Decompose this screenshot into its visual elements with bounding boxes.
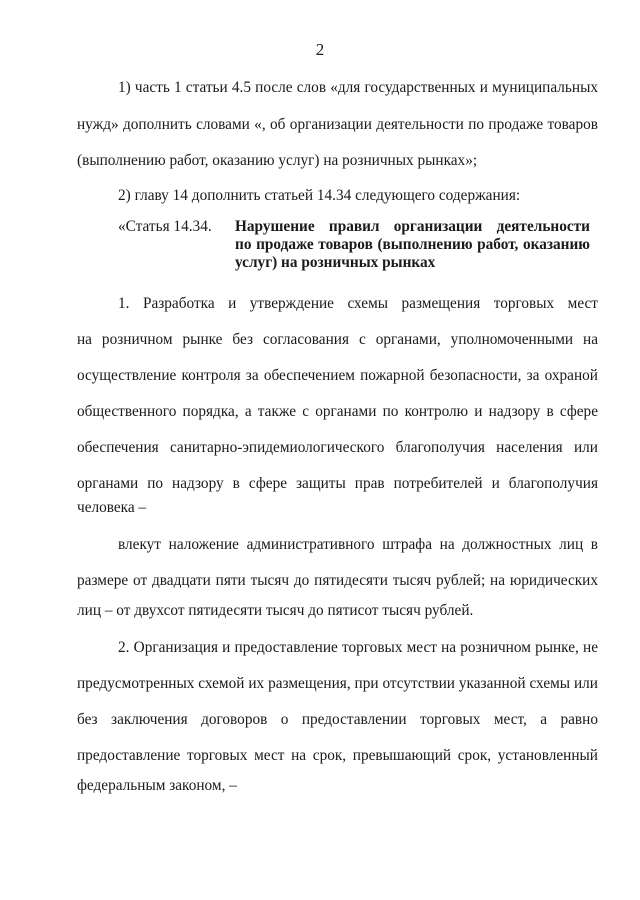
part1-line2: на розничном рынке без согласования с органами, уполномоченными на — [77, 331, 598, 348]
part1-line1: 1. Разработка и утверждение схемы размещения торговых мест — [118, 295, 598, 312]
article-title-line3: услуг) на розничных рынках — [235, 254, 436, 271]
part1-line6: органами по надзору в сфере защиты прав потребителей и благополучия — [77, 475, 598, 492]
sanction1-line2: размере от двадцати пяти тысяч до пятидесяти тысяч рублей; на юридических — [77, 572, 598, 589]
article-title-line1: Нарушение правил организации деятельности — [235, 218, 590, 235]
article-title-line2: по продаже товаров (выполнению работ, оказанию — [235, 236, 590, 253]
item1-line2: нужд» дополнить словами «, об организации деятельности по продаже товаров — [77, 116, 598, 133]
part2-line5: федеральным законом, – — [77, 777, 237, 794]
item1-line1: 1) часть 1 статьи 4.5 после слов «для государственных и муниципальных — [118, 79, 598, 96]
part2-line3: без заключения договоров о предоставлении торговых мест, а равно — [77, 711, 598, 728]
article-number: «Статья 14.34. — [118, 218, 212, 235]
sanction1-line1: влекут наложение административного штрафа на должностных лиц в — [118, 536, 598, 553]
part1-line4: общественного порядка, а также с органами по контролю и надзору в сфере — [77, 403, 598, 420]
part2-line4: предоставление торговых мест на срок, превышающий срок, установленный — [77, 747, 598, 764]
part1-line3: осуществление контроля за обеспечением пожарной безопасности, за охраной — [77, 367, 598, 384]
item1-line3: (выполнению работ, оказанию услуг) на розничных рынках»; — [77, 152, 478, 169]
part2-line1: 2. Организация и предоставление торговых мест на розничном рынке, не — [118, 639, 598, 656]
item2-line: 2) главу 14 дополнить статьей 14.34 следующего содержания: — [118, 187, 521, 204]
sanction1-line3: лиц – от двухсот пятидесяти тысяч до пятисот тысяч рублей. — [77, 602, 474, 619]
part2-line2: предусмотренных схемой их размещения, при отсутствии указанной схемы или — [77, 675, 598, 692]
page-number: 2 — [315, 40, 325, 59]
part1-line7: человека – — [77, 499, 147, 516]
part1-line5: обеспечения санитарно-эпидемиологического благополучия населения или — [77, 439, 598, 456]
